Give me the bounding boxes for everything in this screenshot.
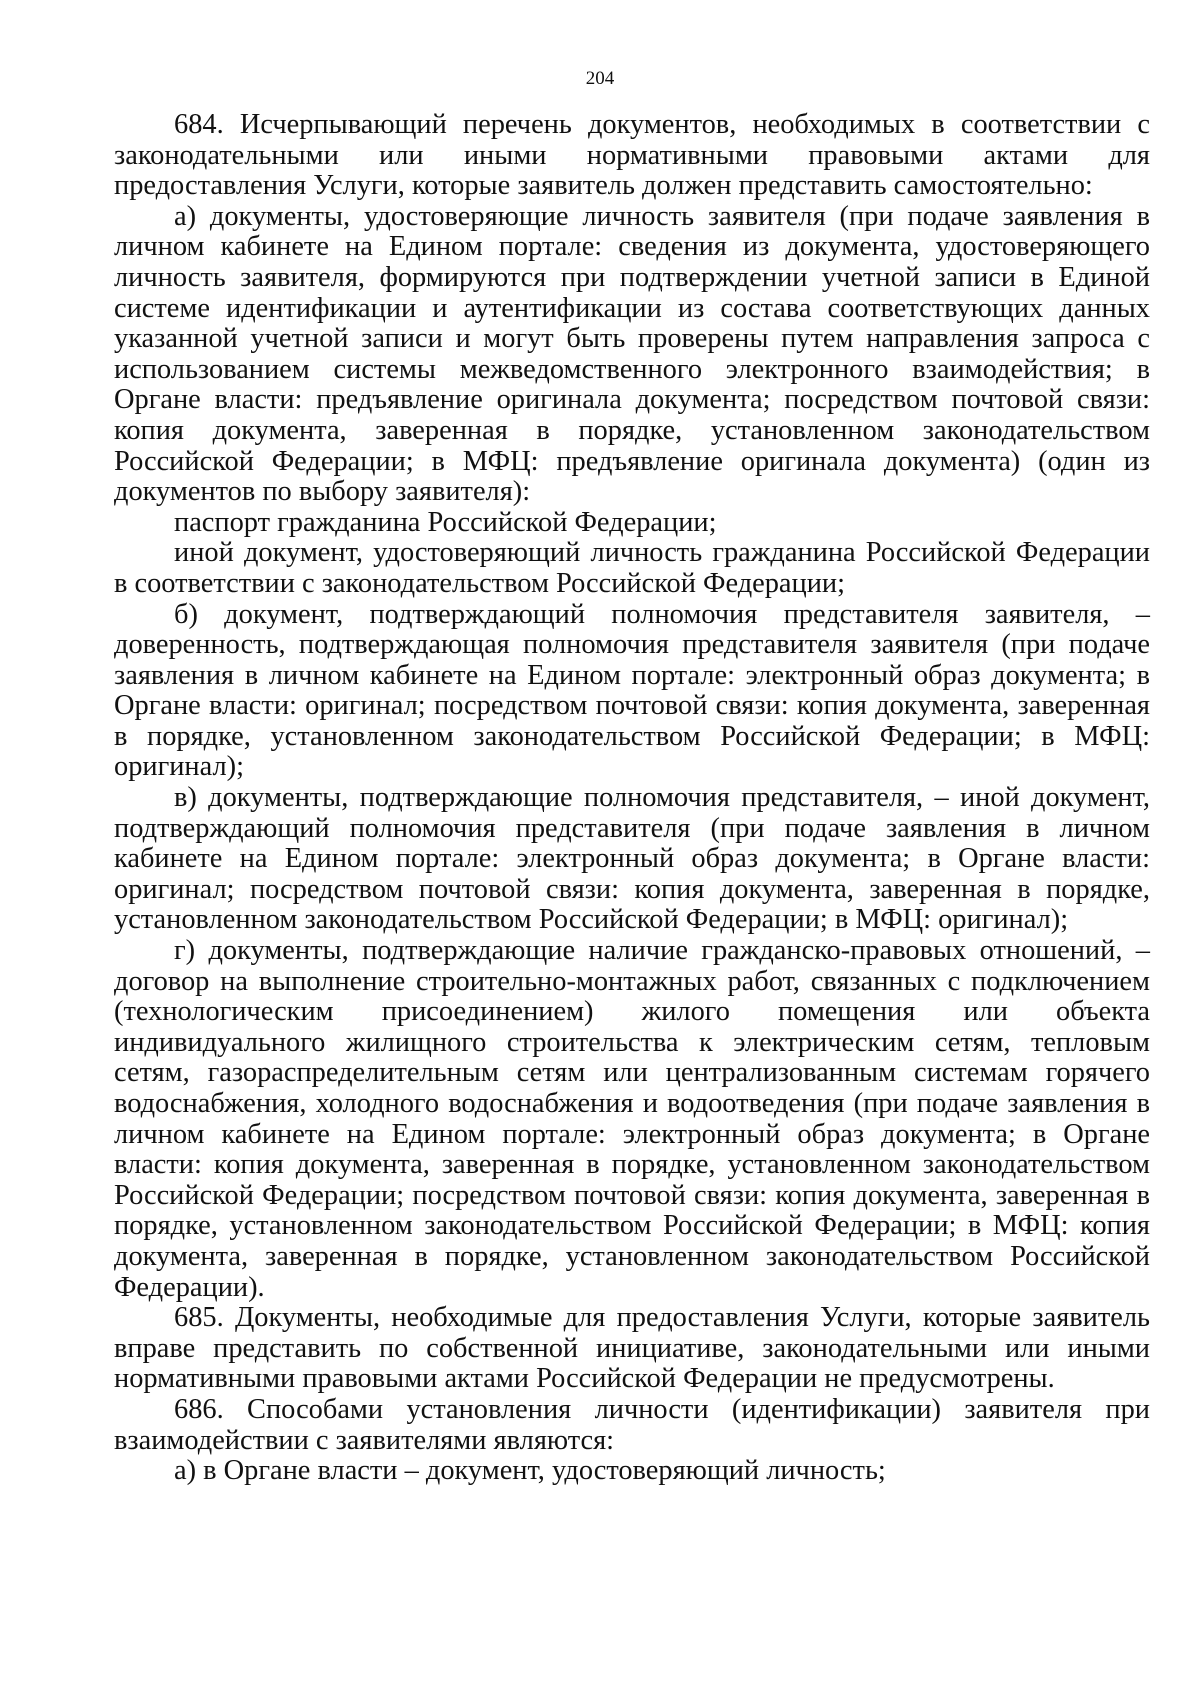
document-body	[114, 110, 1150, 1487]
paragraph-684-item-v: в) документы, подтверждающие полномочия представителя, – иной документ, подтверждающий полномочия представителя (при подаче заявления в личном кабинете на Едином портале: электронный образ документа; в Органе власти: оригинал; посредством почтовой связи: копия документа, заверенная в порядке, установленном законодательством Российской Федерации; в МФЦ: оригинал);	[114, 782, 1150, 936]
paragraph-686: 686. Способами установления личности (идентификации) заявителя при взаимодействии с заявителями являются:	[114, 1393, 1150, 1456]
page-number: 204	[585, 68, 615, 89]
paragraph-passport: паспорт гражданина Российской Федерации;	[174, 506, 717, 538]
paragraph-684-item-g: г) документы, подтверждающие наличие гражданско-правовых отношений, – договор на выполнение строительно-монтажных работ, связанных с подключением (технологическим присоединением) жилого помещения или объекта индивидуального жилищного строительства к электрическим сетям, тепловым сетям, газораспределительным сетям или централизованным системам горячего водоснабжения, холодного водоснабжения и водоотведения (при подаче заявления в личном кабинете на Едином портале: электронный образ документа; в Органе власти: копия документа, заверенная в порядке, установленном законодательством Российской Федерации; посредством почтовой связи: копия документа, заверенная в порядке, установленном законодательством Российской Федерации; в МФЦ: копия документа, заверенная в порядке, установленном законодательством Российской Федерации).	[114, 935, 1150, 1303]
paragraph-684: 684. Исчерпывающий перечень документов, необходимых в соответствии с законодательными или иными нормативными правовыми актами для предоставления Услуги, которые заявитель должен представить самостоятельно:	[114, 109, 1150, 202]
paragraph-684-item-a: а) документы, удостоверяющие личность заявителя (при подаче заявления в личном кабинете на Едином портале: сведения из документа, удостоверяющего личность заявителя, формируются при подтверждении учетной записи в Единой системе идентификации и аутентификации из состава соответствующих данных указанной учетной записи и могут быть проверены путем направления запроса с использованием системы межведомственного электронного взаимодействия; в Органе власти: предъявление оригинала документа; посредством почтовой связи: копия документа, заверенная в порядке, установленном законодательством Российской Федерации; в МФЦ: предъявление оригинала документа) (один из документов по выбору заявителя):	[114, 200, 1150, 508]
paragraph-685: 685. Документы, необходимые для предоставления Услуги, которые заявитель вправе представить по собственной инициативе, законодательными или иными нормативными правовыми актами Российской Федерации не предусмотрены.	[114, 1302, 1150, 1395]
paragraph-other-id-document: иной документ, удостоверяющий личность гражданина Российской Федерации в соответствии с законодательством Российской Федерации;	[114, 537, 1150, 599]
paragraph-686-item-a: а) в Органе власти – документ, удостоверяющий личность;	[174, 1455, 886, 1487]
paragraph-684-item-b: б) документ, подтверждающий полномочия представителя заявителя, – доверенность, подтверждающая полномочия представителя заявителя (при подаче заявления в личном кабинете на Едином портале: электронный образ документа; в Органе власти: оригинал; посредством почтовой связи: копия документа, заверенная в порядке, установленном законодательством Российской Федерации; в МФЦ: оригинал);	[114, 598, 1150, 783]
